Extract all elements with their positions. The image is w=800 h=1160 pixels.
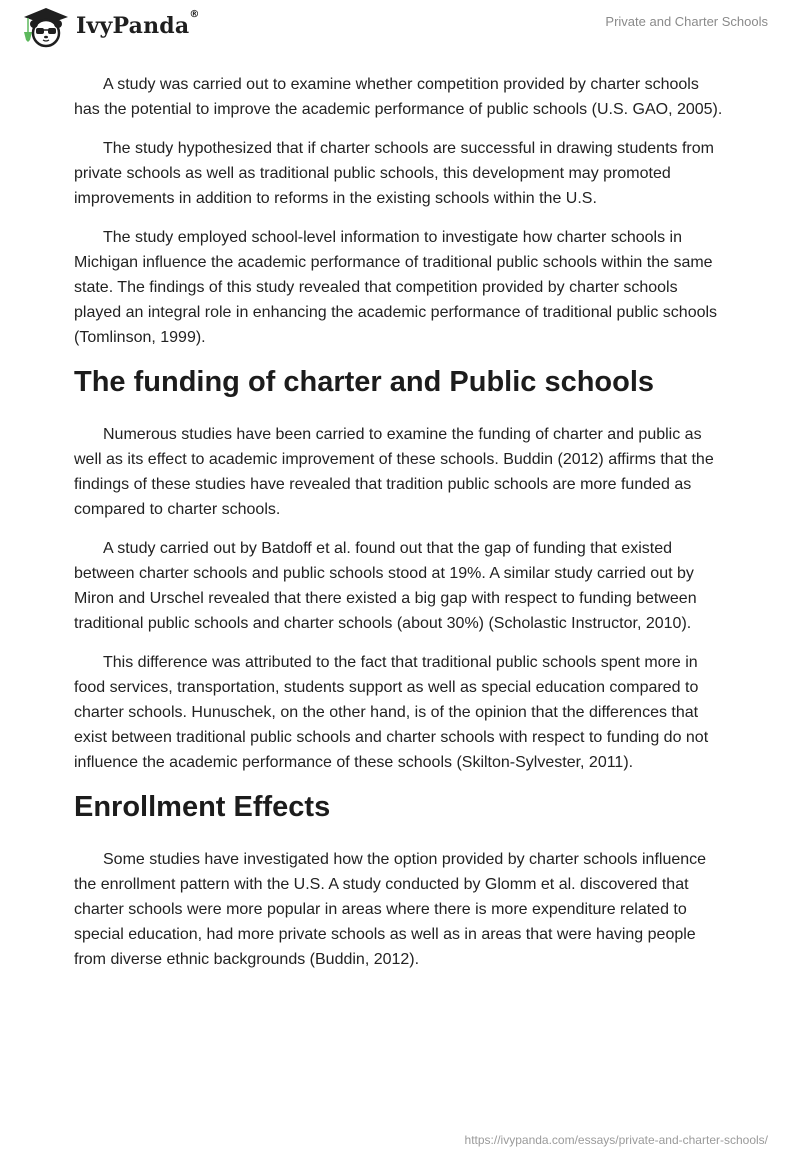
page-header	[0, 0, 800, 50]
paragraph: Some studies have investigated how the option provided by charter schools influence the enrollment pattern with the U.S. A study conducted by Glomm et al. discovered that charter schools were more popular in areas where there is more expenditure related to special education, had more private schools as well as in areas that were having people from diverse ethnic backgrounds (Buddin, 2012).	[74, 851, 707, 968]
source-url[interactable]: https://ivypanda.com/essays/private-and-charter-schools/	[464, 1133, 768, 1147]
essay-body	[74, 72, 728, 986]
section-heading-enrollment: Enrollment Effects	[74, 791, 331, 823]
paragraph: A study carried out by Batdoff et al. found out that the gap of funding that existed between charter schools and public schools stood at 19%. A similar study carried out by Miron and Urschel revealed that there existed a big gap with respect to funding between traditional public schools and charter schools (about 30%) (Scholastic Instructor, 2010).	[74, 540, 697, 632]
panda-graduation-cap-icon	[16, 4, 72, 48]
paragraph: The study hypothesized that if charter schools are successful in drawing students from private schools as well as traditional public schools, this development may promoted improvements in addition to reforms in the existing schools within the U.S.	[74, 140, 714, 207]
brand-name: IvyPanda®	[76, 9, 200, 39]
section-heading-funding: The funding of charter and Public schools	[74, 366, 655, 398]
paragraph: The study employed school-level information to investigate how charter schools in Michigan influence the academic performance of traditional public schools within the same state. The findings of this study revealed that competition provided by charter schools played an integral role in enhancing the academic performance of traditional public schools (Tomlinson, 1999).	[74, 229, 718, 346]
paragraph: This difference was attributed to the fact that traditional public schools spent more in food services, transportation, students support as well as special education compared to charter schools. Hunuschek, on the other hand, is of the opinion that the differences that exist between traditional public schools and charter schools with respect to funding do not influence the academic performance of these schools (Skilton-Sylvester, 2011).	[74, 654, 709, 771]
paragraph: A study was carried out to examine whether competition provided by charter schools has the potential to improve the academic performance of public schools (U.S. GAO, 2005).	[74, 76, 723, 118]
ivypanda-logo[interactable]	[16, 6, 200, 46]
paragraph: Numerous studies have been carried to examine the funding of charter and public as well as its effect to academic improvement of these schools. Buddin (2012) affirms that the findings of these studies have revealed that tradition public schools are more funded as compared to charter schools.	[74, 426, 714, 518]
registered-mark: ®	[189, 9, 200, 20]
document-title: Private and Charter Schools	[605, 14, 768, 29]
